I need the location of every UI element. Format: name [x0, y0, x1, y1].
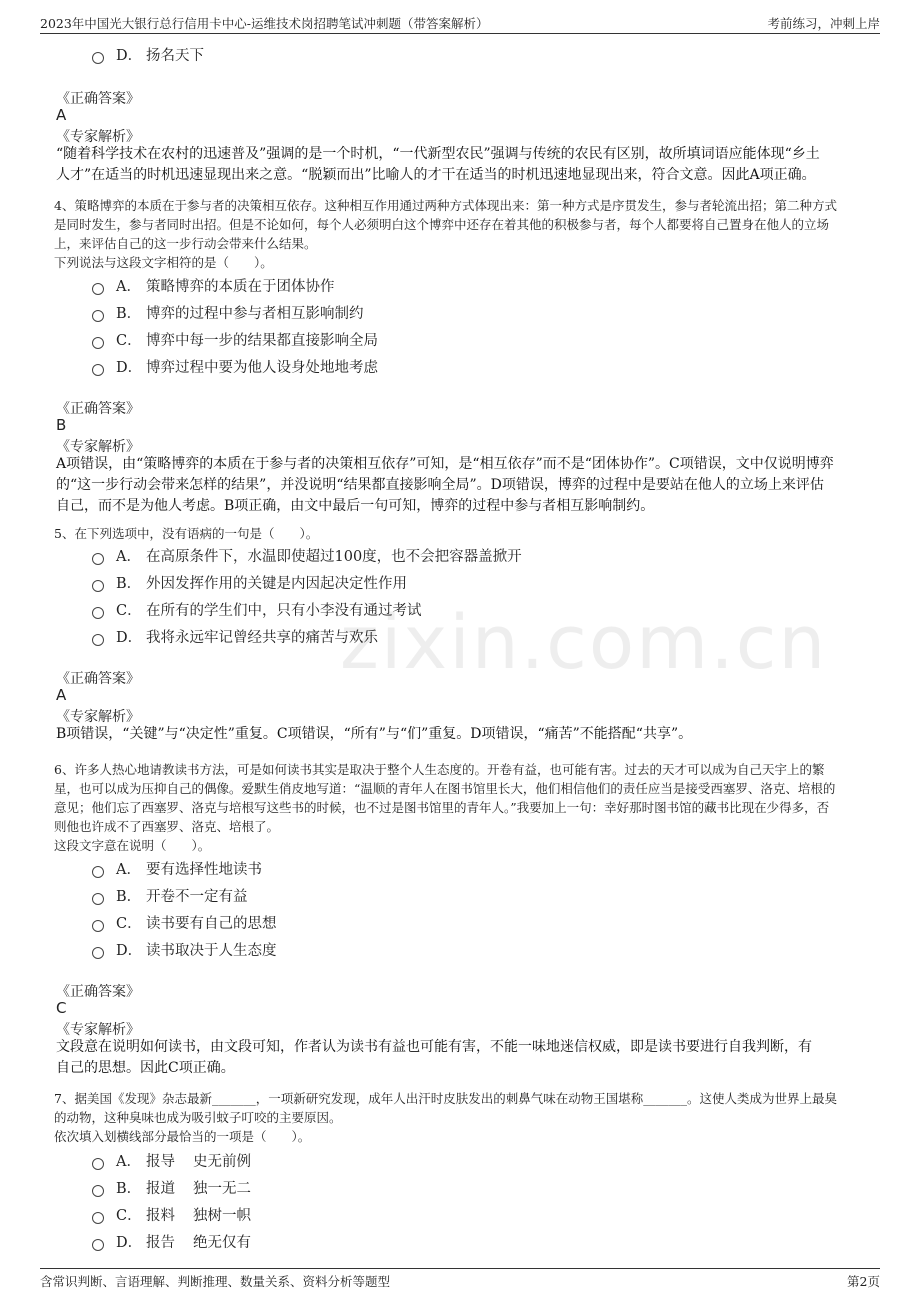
radio-icon[interactable]: [92, 947, 104, 959]
radio-icon[interactable]: [92, 580, 104, 592]
q6-answer-label: 《正确答案》: [56, 984, 140, 1000]
q5-expl-label: 《专家解析》: [56, 709, 140, 725]
q5-option-d[interactable]: D． 我将永远牢记曾经共享的痛苦与欢乐: [92, 626, 378, 647]
q5-answer-label: 《正确答案》: [56, 671, 140, 687]
radio-icon[interactable]: [92, 1239, 104, 1251]
q5-stem: 5、在下列选项中，没有语病的一句是（ ）。: [54, 526, 319, 541]
page-footer: [40, 1272, 880, 1290]
radio-icon[interactable]: [92, 920, 104, 932]
q7-option-d[interactable]: D． 报告 绝无仅有: [92, 1231, 251, 1252]
header-divider: [40, 33, 880, 34]
q4-option-c[interactable]: C． 博弈中每一步的结果都直接影响全局: [92, 329, 378, 350]
radio-icon[interactable]: [92, 1212, 104, 1224]
q5-option-a[interactable]: A． 在高原条件下，水温即使超过100度，也不会把容器盖掀开: [92, 545, 522, 566]
doc-title: 2023年中国光大银行总行信用卡中心-运维技术岗招聘笔试冲刺题（带答案解析）: [40, 16, 489, 31]
q5-option-b[interactable]: B． 外因发挥作用的关键是内因起决定性作用: [92, 572, 407, 593]
q3-option-d[interactable]: D． 扬名天下: [92, 44, 204, 65]
footer-note: 含常识判断、言语理解、判断推理、数量关系、资料分析等题型: [40, 1274, 391, 1289]
q5-answer: A: [56, 686, 67, 704]
q6-expl-label: 《专家解析》: [56, 1022, 140, 1038]
q6-stem: 6、许多人热心地请教读书方法，可是如何读书其实是取决于整个人生态度的。开卷有益，也可能有害。过去的天才可以成为自己天宇上的繁 星，也可以成为压抑自己的偶像。爱默生俏皮地写道：“温顺的青年人在图书馆里长大，他们相信他们的责任应当是接受西塞罗、洛克、培根的 意见；他们忘了西塞罗、洛克与培根写这些书的时候，也不过是图书馆里的青年人。”我要加上一句：幸好那时图书馆的藏书比现在少得多，否 则他也许成不了西塞罗、洛克、培根了。 这段文字意在说明（ ）。: [54, 762, 836, 853]
q6-answer: C: [56, 999, 67, 1017]
radio-icon[interactable]: [92, 607, 104, 619]
radio-icon[interactable]: [92, 310, 104, 322]
q6-option-b[interactable]: B． 开卷不一定有益: [92, 885, 248, 906]
q7-stem: 7、据美国《发现》杂志最新_______，一项新研究发现，成年人出汗时皮肤发出的刺鼻气味在动物王国堪称_______。这使人类成为世界上最臭 的动物，这种臭味也成为吸引蚊子叮咬的主要原因。 依次填入划横线部分最恰当的一项是（ ）。: [54, 1091, 837, 1144]
radio-icon[interactable]: [92, 364, 104, 376]
radio-icon[interactable]: [92, 52, 104, 64]
page-number: 第2页: [847, 1274, 880, 1289]
radio-icon[interactable]: [92, 1158, 104, 1170]
q6-option-a[interactable]: A． 要有选择性地读书: [92, 858, 262, 879]
q7-option-a[interactable]: A． 报导 史无前例: [92, 1150, 251, 1171]
q3-explanation: “随着科学技术在农村的迅速普及”强调的是一个时机，“一代新型农民”强调与传统的农民有区别，故所填词语应能体现“乡土 人才”在适当的时机迅速显现出来之意。“脱颖而出”比喻人的才干在适当的时机迅速地显现出来，符合文意。因此A项正确。: [56, 146, 820, 183]
q5-option-c[interactable]: C． 在所有的学生们中，只有小李没有通过考试: [92, 599, 422, 620]
q7-option-c[interactable]: C． 报料 独树一帜: [92, 1204, 251, 1225]
q6-option-c[interactable]: C． 读书要有自己的思想: [92, 912, 277, 933]
q4-stem: 4、策略博弈的本质在于参与者的决策相互依存。这种相互作用通过两种方式体现出来：第一种方式是序贯发生，参与者轮流出招；第二种方式 是同时发生，参与者同时出招。但是不论如何，每个人必须明白这个博弈中还存在着其他的积极参与者，每个人都要将自己置身在他人的立场 上，来评估自己的这一步行动会带来什么结果。 下列说法与这段文字相符的是（ ）。: [54, 198, 837, 270]
q4-option-a[interactable]: A． 策略博弈的本质在于团体协作: [92, 275, 335, 296]
header-slogan: 考前练习，冲刺上岸: [767, 16, 880, 31]
q6-explanation: 文段意在说明如何读书，由文段可知，作者认为读书有益也可能有害，不能一味地迷信权威，即是读书要进行自我判断，有 自己的思想。因此C项正确。: [56, 1039, 812, 1076]
radio-icon[interactable]: [92, 634, 104, 646]
q4-answer: B: [56, 416, 67, 434]
q4-answer-label: 《正确答案》: [56, 401, 140, 417]
q4-expl-label: 《专家解析》: [56, 439, 140, 455]
radio-icon[interactable]: [92, 553, 104, 565]
radio-icon[interactable]: [92, 337, 104, 349]
q4-explanation: A项错误，由“策略博弈的本质在于参与者的决策相互依存”可知，是“相互依存”而不是“团体协作”。C项错误，文中仅说明博弈 的“这一步行动会带来怎样的结果”，并没说明“结果都直接影响全局”。D项错误，博弈的过程中是要站在他人的立场上来评估 自己，而不是为他人考虑。B项正确，由文中最后一句可知，博弈的过程中参与者相互影响制约。: [56, 456, 834, 514]
footer-divider: [40, 1268, 880, 1269]
q4-option-b[interactable]: B． 博弈的过程中参与者相互影响制约: [92, 302, 364, 323]
page-header: [40, 10, 880, 32]
q5-explanation: B项错误，“关键”与“决定性”重复。C项错误，“所有”与“们”重复。D项错误，“痛苦”不能搭配“共享”。: [56, 726, 693, 742]
q3-answer-label: 《正确答案》: [56, 91, 140, 107]
q6-option-d[interactable]: D． 读书取决于人生态度: [92, 939, 277, 960]
q4-option-d[interactable]: D． 博弈过程中要为他人设身处地地考虑: [92, 356, 378, 377]
q3-answer: A: [56, 106, 67, 124]
radio-icon[interactable]: [92, 283, 104, 295]
q7-option-b[interactable]: B． 报道 独一无二: [92, 1177, 251, 1198]
radio-icon[interactable]: [92, 893, 104, 905]
q3-expl-label: 《专家解析》: [56, 129, 140, 145]
radio-icon[interactable]: [92, 1185, 104, 1197]
radio-icon[interactable]: [92, 866, 104, 878]
watermark: zixin.com.cn: [340, 600, 828, 686]
